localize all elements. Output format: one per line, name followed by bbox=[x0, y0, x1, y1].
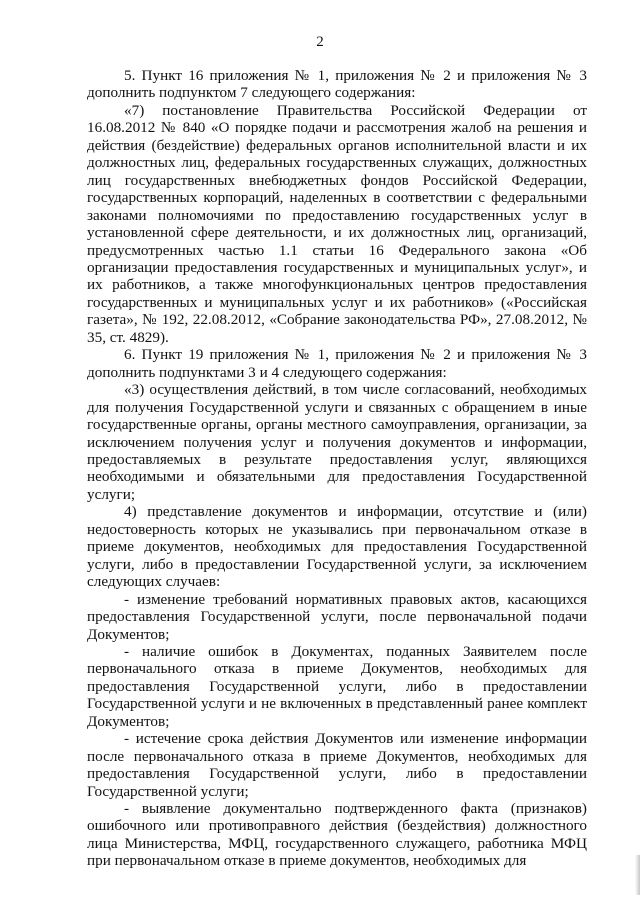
exception-item-expiry: - истечение срока действия Документов или изменение информации после первоначального отказа в приеме Документов, необходимых для предоставления Государственной услуги, либо в предоставлении Государственной услуги; bbox=[87, 730, 587, 800]
paragraph-subitem-3: «3) осуществления действий, в том числе согласований, необходимых для получения Государственной услуги и связанных с обращением в иные государственные органы, органы местного самоуправления, организации, за исключением получения услуг и получения документов и информации, предоставляемых в результате предоставления услуг, являющихся необходимыми и обязательными для предоставления Государственной услуги; bbox=[87, 381, 587, 503]
paragraph-item-5: 5. Пункт 16 приложения № 1, приложения № 2 и приложения № 3 дополнить подпунктом 7 следующего содержания: bbox=[87, 67, 587, 102]
exception-item-erroneous-action: - выявление документально подтвержденного факта (признаков) ошибочного или противоправного действия (бездействия) должностного лица Министерства, МФЦ, государственного служащего, работника МФЦ при первоначальном отказе в приеме документов, необходимых для bbox=[87, 800, 587, 870]
exception-item-document-errors: - наличие ошибок в Документах, поданных Заявителем после первоначального отказа в приеме Документов, необходимых для предоставления Государственной услуги, либо в предоставлении Государственной услуги и не включенных в представленный ранее комплект Документов; bbox=[87, 642, 587, 730]
paragraph-subitem-7-decree: «7) постановление Правительства Российской Федерации от 16.08.2012 № 840 «О порядке подачи и рассмотрения жалоб на решения и действия (бездействие) федеральных органов исполнительной власти и их должностных лиц, федеральных государственных служащих, должностных лиц государственных внебюджетных фондов Российской Федерации, государственных корпораций, наделенных в соответствии с федеральными законами полномочиями по предоставлению государственных услуг в установленной сфере деятельности, и их должностных лиц, организаций, предусмотренных частью 1.1 статьи 16 Федерального закона «Об организации предоставления государственных и муниципальных услуг», и их работников, а также многофункциональных центров предоставления государственных и муниципальных услуг и их работников» («Российская газета», № 192, 22.08.2012, «Собрание законодательства РФ», 27.08.2012, № 35, ст. 4829). bbox=[87, 101, 587, 346]
exception-item-requirements-change: - изменение требований нормативных правовых актов, касающихся предоставления Государственной услуги, после первоначальной подачи Документов; bbox=[87, 590, 587, 643]
page-number: 2 bbox=[316, 34, 324, 50]
paragraph-item-6: 6. Пункт 19 приложения № 1, приложения № 2 и приложения № 3 дополнить подпунктами 3 и 4 следующего содержания: bbox=[87, 346, 587, 381]
scan-edge-mark bbox=[635, 855, 640, 895]
paragraph-subitem-4: 4) представление документов и информации, отсутствие и (или) недостоверность которых не указывались при первоначальном отказе в приеме документов, необходимых для предоставления Государственной услуги, либо в предоставлении Государственной услуги, за исключением следующих случаев: bbox=[87, 503, 587, 591]
document-body bbox=[87, 67, 587, 870]
